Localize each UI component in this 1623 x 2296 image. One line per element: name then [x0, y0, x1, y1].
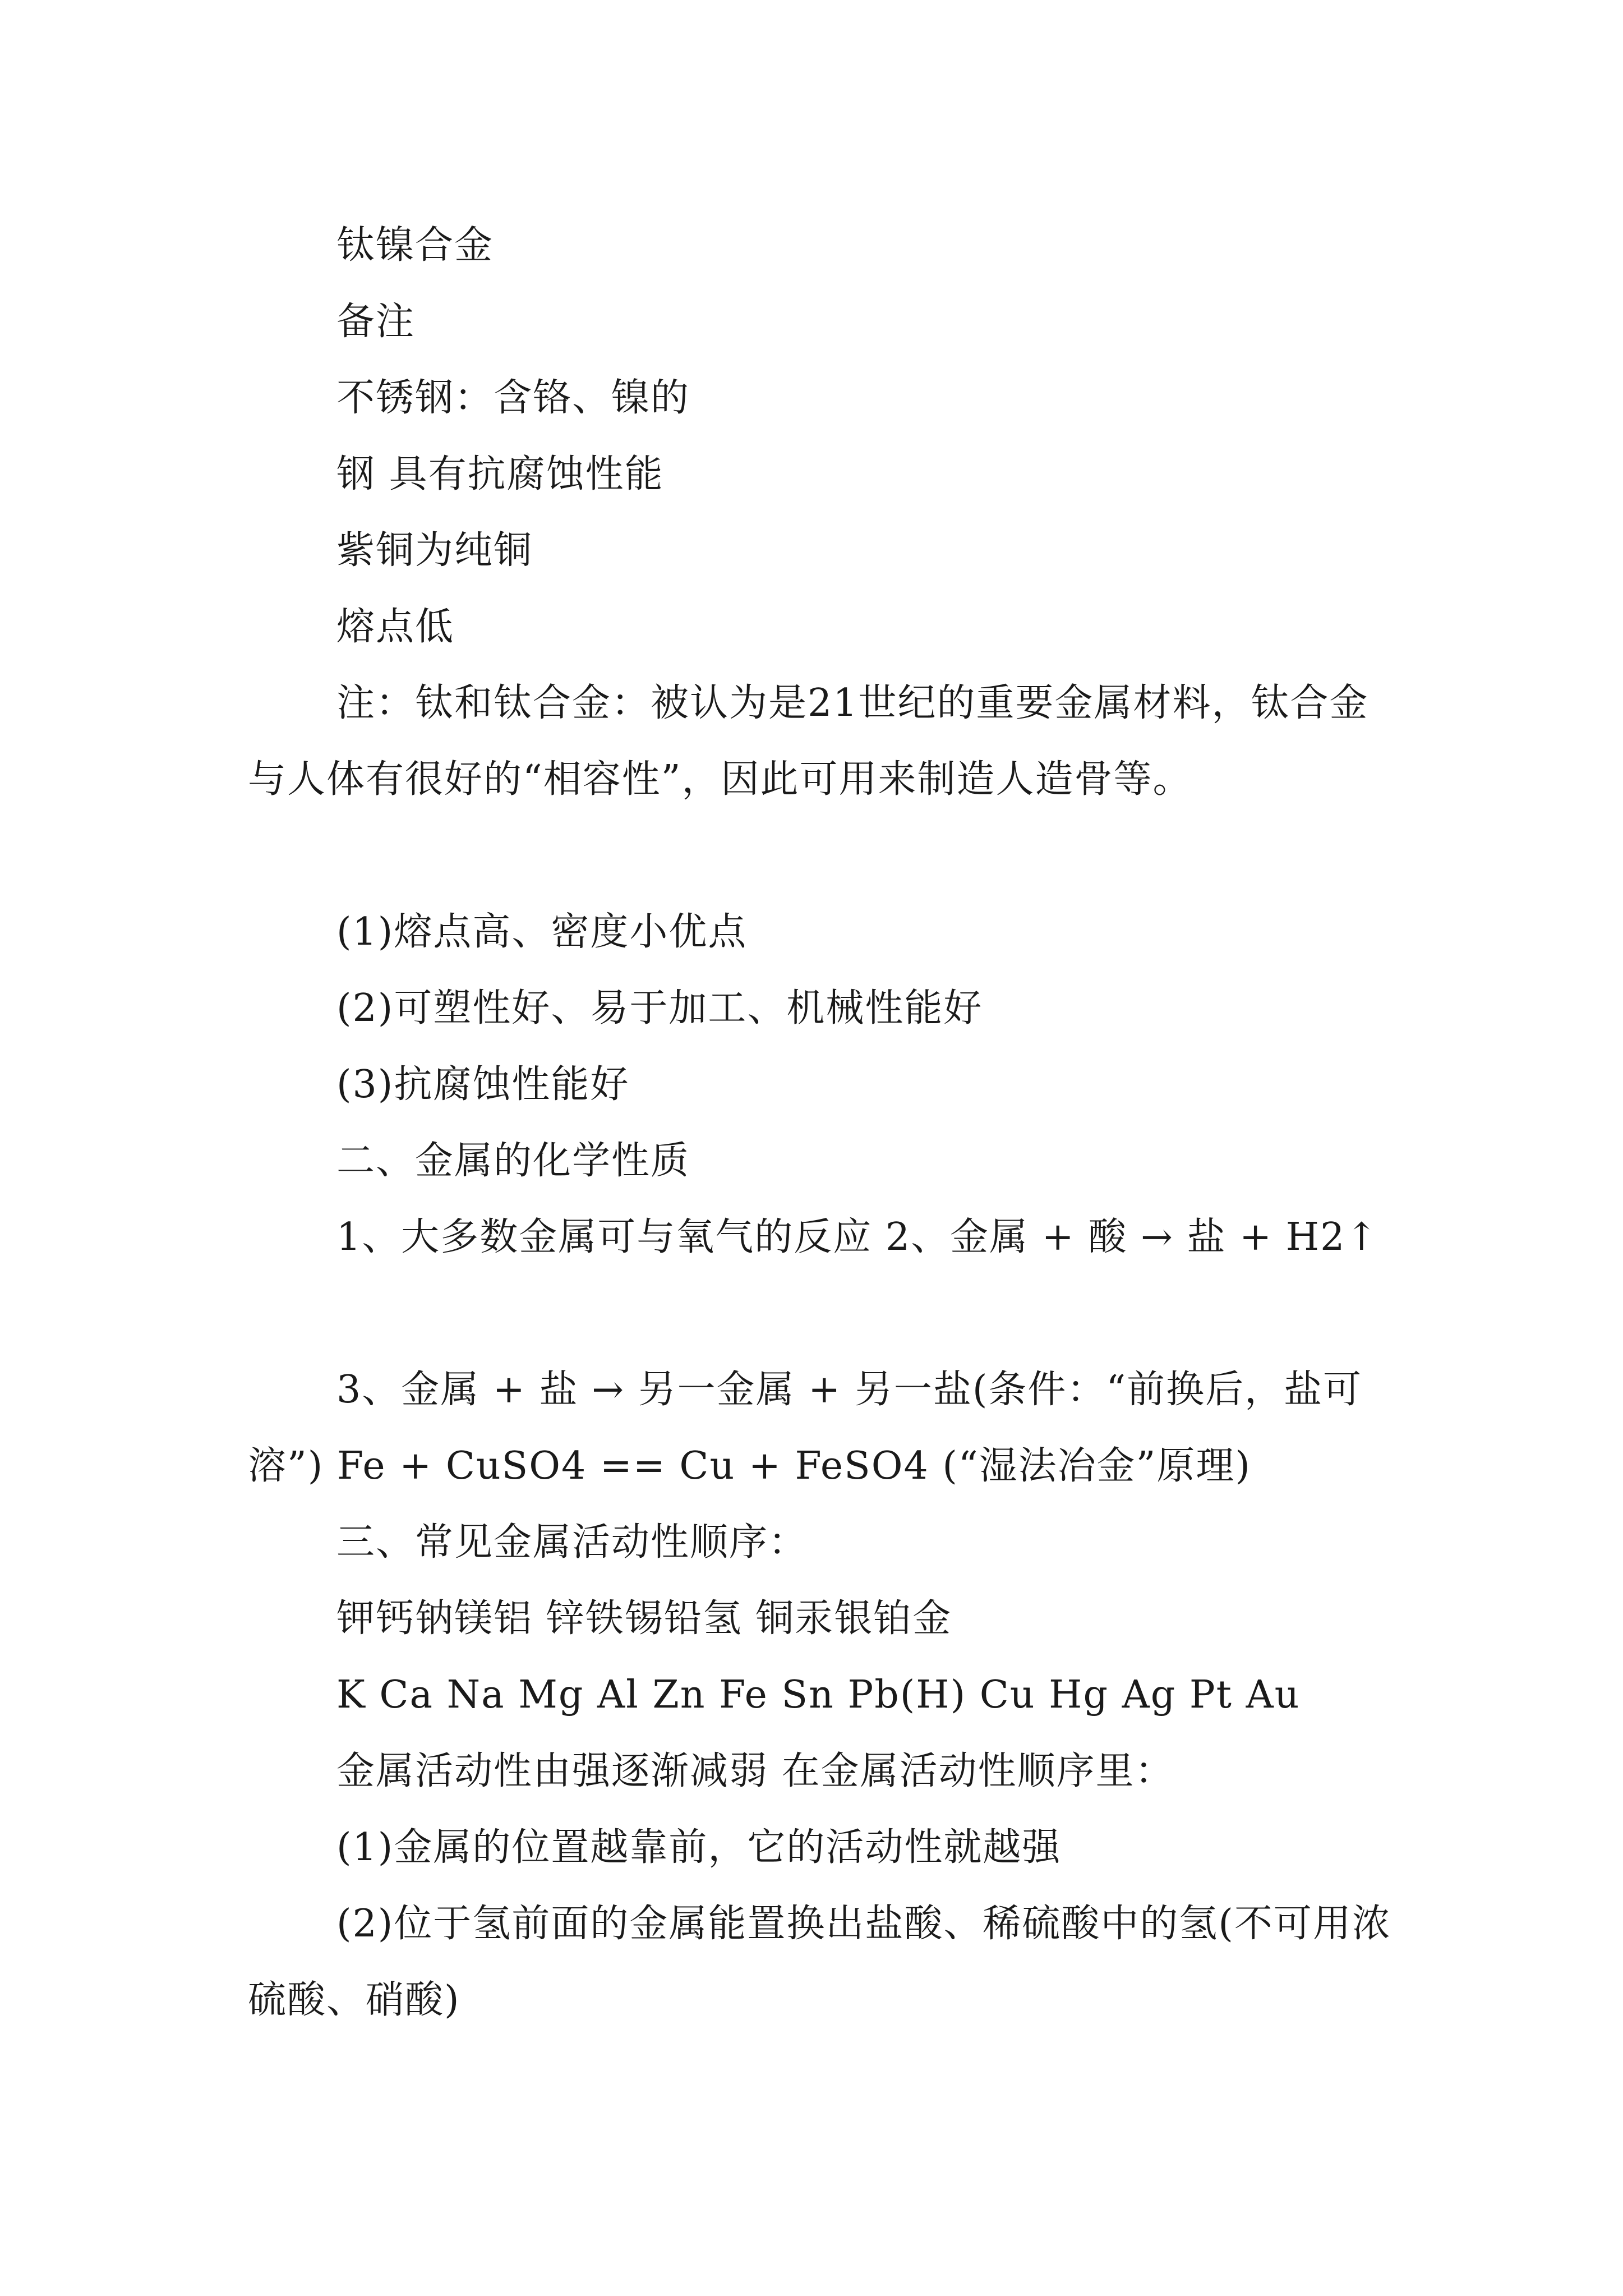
line-activity-series-chinese: 钾钙钠镁铝 锌铁锡铅氢 铜汞银铂金: [336, 1596, 952, 1641]
paragraph-reactions-1-2: 1、大多数金属可与氧气的反应 2、金属 + 酸 → 盐 + H2↑: [336, 1215, 1379, 1259]
line-advantage-2: (2)可塑性好、易于加工、机械性能好: [336, 986, 983, 1030]
heading-chemical-properties: 二、金属的化学性质: [336, 1139, 690, 1183]
line-stainless-steel: 不锈钢：含铬、镍的: [336, 376, 690, 420]
line-rule-1: (1)金属的位置越靠前，它的活动性就越强: [336, 1825, 1062, 1870]
line-low-melting-point: 熔点低: [336, 605, 455, 649]
line-activity-series-symbols: K Ca Na Mg Al Zn Fe Sn Pb(H) Cu Hg Ag Pt Au: [336, 1673, 1301, 1717]
paragraph-titanium-note: 注：钛和钛合金：被认为是21世纪的重要金属材料，钛合金与人体有很好的“相容性”，因此可用来制造人造骨等。: [248, 681, 1369, 802]
line-titanium-nickel-alloy: 钛镍合金: [336, 223, 494, 268]
heading-activity-series: 三、常见金属活动性顺序：: [336, 1520, 808, 1565]
line-advantage-1: (1)熔点高、密度小优点: [336, 910, 748, 954]
line-remarks: 备注: [336, 300, 416, 344]
line-red-copper: 紫铜为纯铜: [336, 528, 533, 573]
line-corrosion-resistance: 钢 具有抗腐蚀性能: [336, 452, 664, 496]
line-activity-decreasing: 金属活动性由强逐渐减弱 在金属活动性顺序里：: [336, 1749, 1174, 1793]
paragraph-reaction-3: 3、金属 + 盐 → 另一金属 + 另一盐(条件：“前换后，盐可溶”) Fe + CuSO4 == Cu + FeSO4 (“湿法冶金”原理): [248, 1368, 1363, 1488]
paragraph-rule-2: (2)位于氢前面的金属能置换出盐酸、稀硫酸中的氢(不可用浓硫酸、硝酸): [248, 1902, 1391, 2022]
line-advantage-3: (3)抗腐蚀性能好: [336, 1062, 630, 1107]
